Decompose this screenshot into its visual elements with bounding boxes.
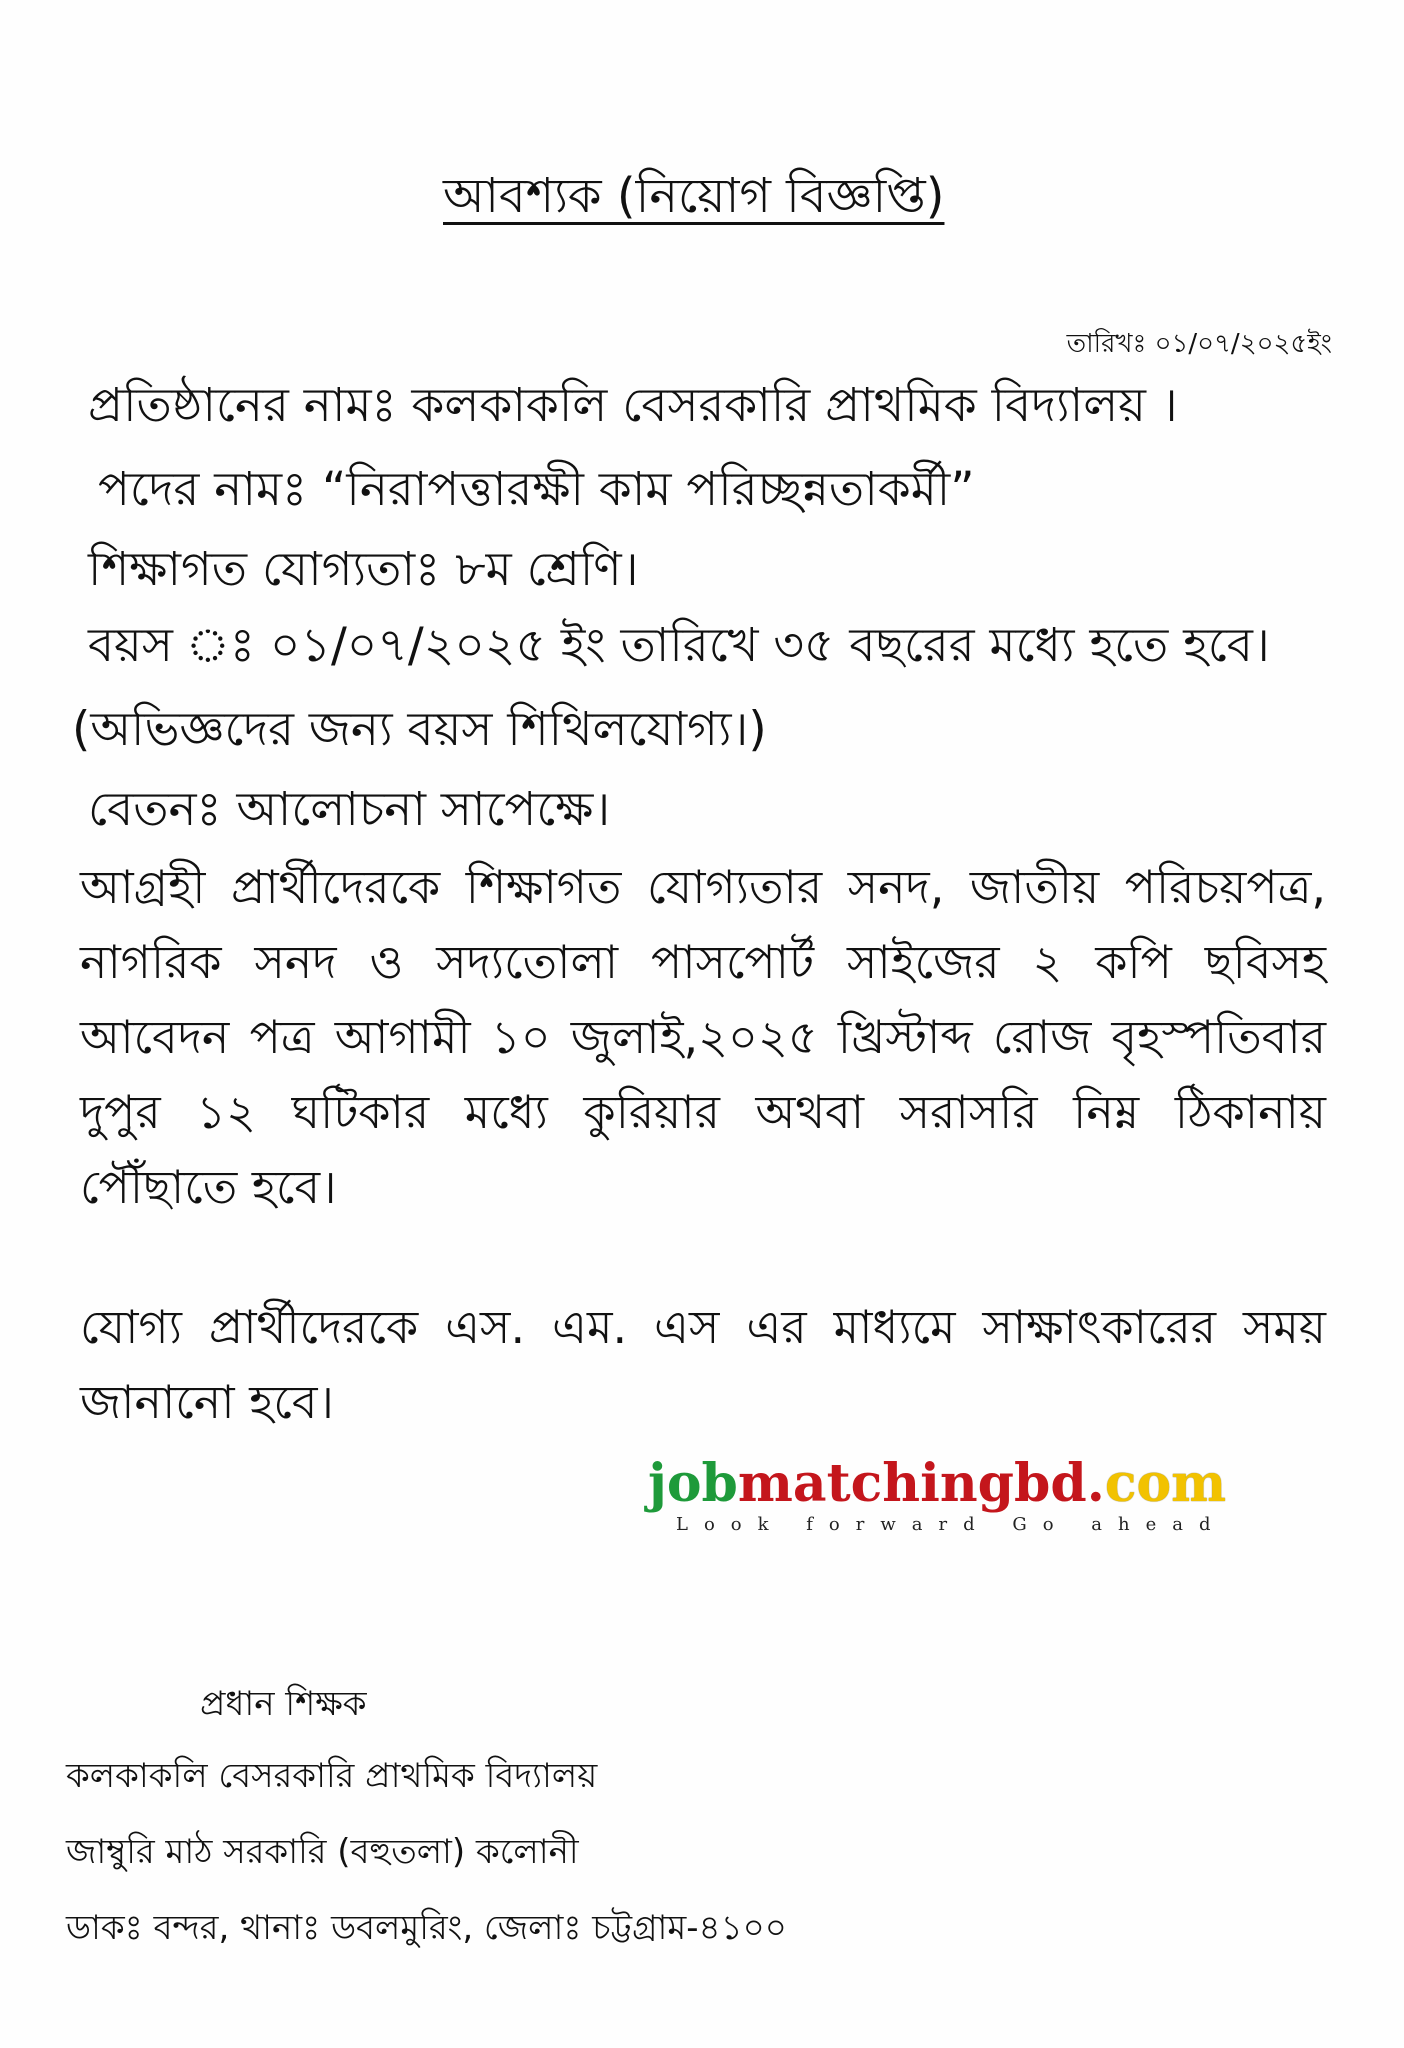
education-requirement-line: শিক্ষাগত যোগ্যতাঃ ৮ম শ্রেণি। <box>88 542 639 597</box>
interview-notice-paragraph: যোগ্য প্রার্থীদেরকে এস. এম. এস এর মাধ্যমে সাক্ষাৎকারের সময় জানানো হবে। <box>80 1300 1326 1429</box>
wordmark-dot: . <box>1086 1453 1105 1514</box>
post-name-line: পদের নামঃ “নিরাপত্তারক্ষী কাম পরিচ্ছন্নতাকর্মী” <box>98 462 975 517</box>
signatory-school: কলকাকলি বেসরকারি প্রাথমিক বিদ্যালয় <box>66 1756 598 1796</box>
notice-title: আবশ্যক (নিয়োগ বিজ্ঞপ্তি) <box>443 168 945 224</box>
institution-name-line: প্রতিষ্ঠানের নামঃ কলকাকলি বেসরকারি প্রাথমিক বিদ্যালয় । <box>88 378 1178 433</box>
application-instructions-paragraph: আগ্রহী প্রার্থীদেরকে শিক্ষাগত যোগ্যতার সনদ, জাতীয় পরিচয়পত্র, নাগরিক সনদ ও সদ্যতোলা পাসপোর্ট সাইজের ২ কপি ছবিসহ আবেদন পত্র আগামী ১০ জুলাই,২০২৫ খ্রিস্টাব্দ রোজ বৃহস্পতিবার দুপুর ১২ ঘটিকার মধ্যে কুরিয়ার অথবা সরাসরি নিম্ন ঠিকানায় পৌঁছাতে হবে। <box>80 860 1326 1214</box>
age-limit-line: বয়স ঃ ০১/০৭/২০২৫ ইং তারিখে ৩৫ বছরের মধ্যে হতে হবে। <box>88 618 1270 673</box>
watermark-wordmark <box>648 1454 1226 1514</box>
watermark-logo <box>648 1454 1298 1544</box>
address-line-1: জাম্বুরি মাঠ সরকারি (বহুতলা) কলোনী <box>66 1832 579 1872</box>
wordmark-job: job <box>648 1453 738 1514</box>
wordmark-com: com <box>1104 1453 1227 1514</box>
wordmark-matching: matchingbd <box>737 1453 1087 1514</box>
salary-line: বেতনঃ আলোচনা সাপেক্ষে। <box>88 782 611 837</box>
watermark-tagline: Look forward Go ahead <box>676 1514 1227 1535</box>
notice-date: তারিখঃ ০১/০৭/২০২৫ইং <box>1066 329 1332 359</box>
signatory-designation: প্রধান শিক্ষক <box>200 1684 367 1724</box>
age-relaxation-line: (অভিজ্ঞদের জন্য বয়স শিথিলযোগ্য।) <box>72 702 767 757</box>
address-line-2: ডাকঃ বন্দর, থানাঃ ডবলমুরিং, জেলাঃ চট্টগ্রাম-৪১০০ <box>66 1908 787 1948</box>
